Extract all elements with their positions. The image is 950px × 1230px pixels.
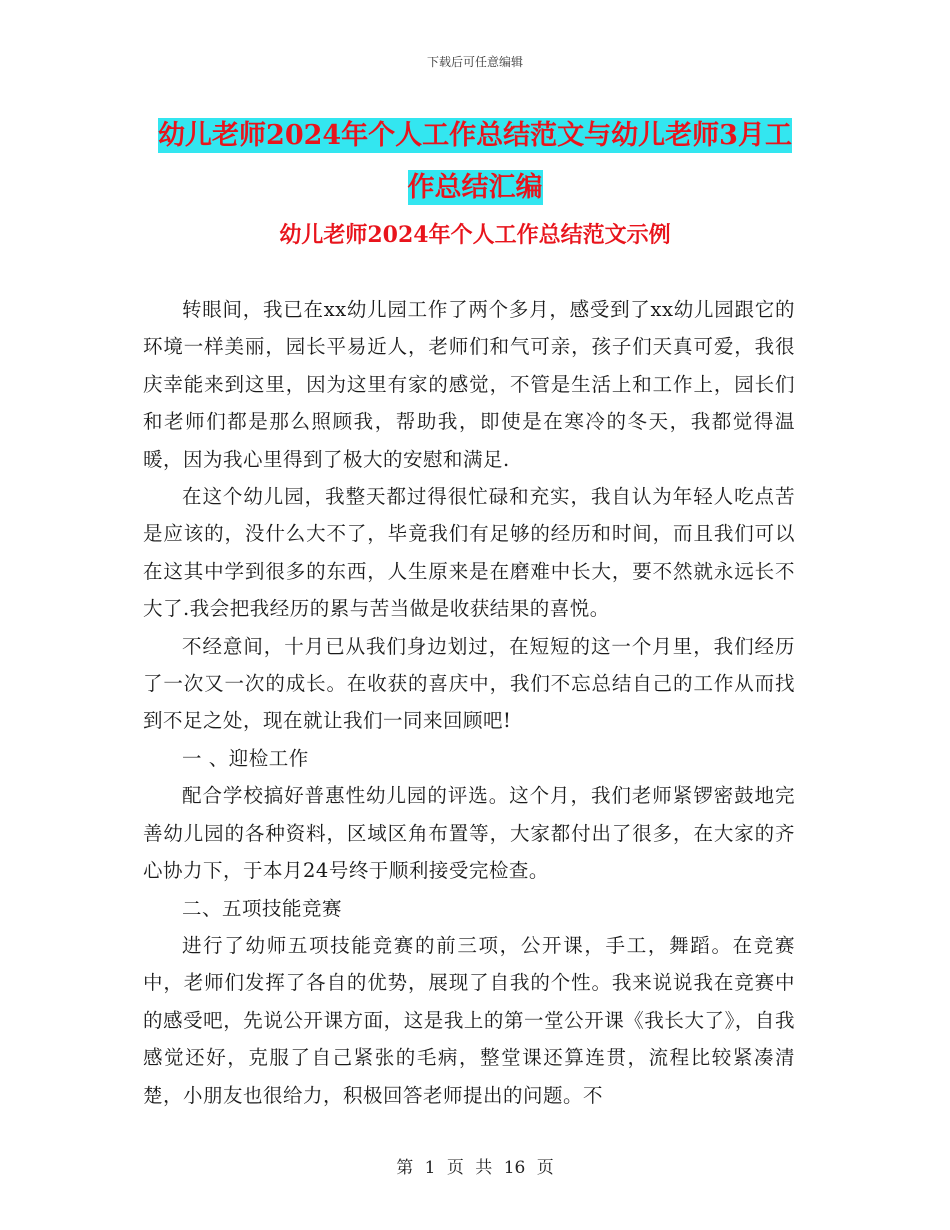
document-title-line-2: 作总结汇编: [407, 172, 543, 203]
document-title-line-1: 幼儿老师2024年个人工作总结范文与幼儿老师3月工: [158, 120, 792, 151]
paragraph-2: 在这个幼儿园，我整天都过得很忙碌和充实，我自认为年轻人吃点苦是应该的，没什么大不了，毕竟我们有足够的经历和时间，而且我们可以在这其中学到很多的东西，人生原来是在磨难中长大，要不然就永远长不大了.我会把我经历的累与苦当做是收获结果的喜悦。: [143, 485, 795, 621]
header-note: 下载后可任意编辑: [426, 55, 523, 69]
body-text: [143, 291, 795, 1114]
paragraph-4: 配合学校搞好普惠性幼儿园的评选。这个月，我们老师紧锣密鼓地完善幼儿园的各种资料，区域区角布置等，大家都付出了很多，在大家的齐心协力下，于本月24号终于顺利接受完检查。: [143, 784, 795, 883]
section-title: 幼儿老师2024年个人工作总结范文示例: [279, 222, 671, 248]
document-title: [140, 110, 810, 214]
paragraph-3: 不经意间，十月已从我们身边划过，在短短的这一个月里，我们经历了一次又一次的成长。在收获的喜庆中，我们不忘总结自己的工作从而找到不足之处，现在就让我们一同来回顾吧!: [143, 634, 795, 733]
paragraph-5: 进行了幼师五项技能竞赛的前三项，公开课，手工，舞蹈。在竞赛中，老师们发挥了各自的优势，展现了自我的个性。我来说说我在竞赛中的感受吧，先说公开课方面，这是我上的第一堂公开课《我长大了》，自我感觉还好，克服了自己紧张的毛病，整堂课还算连贯，流程比较紧凑清楚，小朋友也很给力，积极回答老师提出的问题。不: [143, 933, 795, 1107]
page-number-footer: 第 1 页 共 16 页: [396, 1158, 554, 1178]
heading-skills-competition: 二、五项技能竞赛: [182, 896, 343, 920]
heading-inspection-work: 一 、迎检工作: [182, 746, 309, 770]
paragraph-1: 转眼间，我已在xx幼儿园工作了两个多月，感受到了xx幼儿园跟它的环境一样美丽，园长平易近人，老师们和气可亲，孩子们天真可爱，我很庆幸能来到这里，因为这里有家的感觉，不管是生活上和工作上，园长们和老师们都是那么照顾我，帮助我，即使是在寒冷的冬天，我都觉得温暖，因为我心里得到了极大的安慰和满足.: [143, 298, 795, 471]
